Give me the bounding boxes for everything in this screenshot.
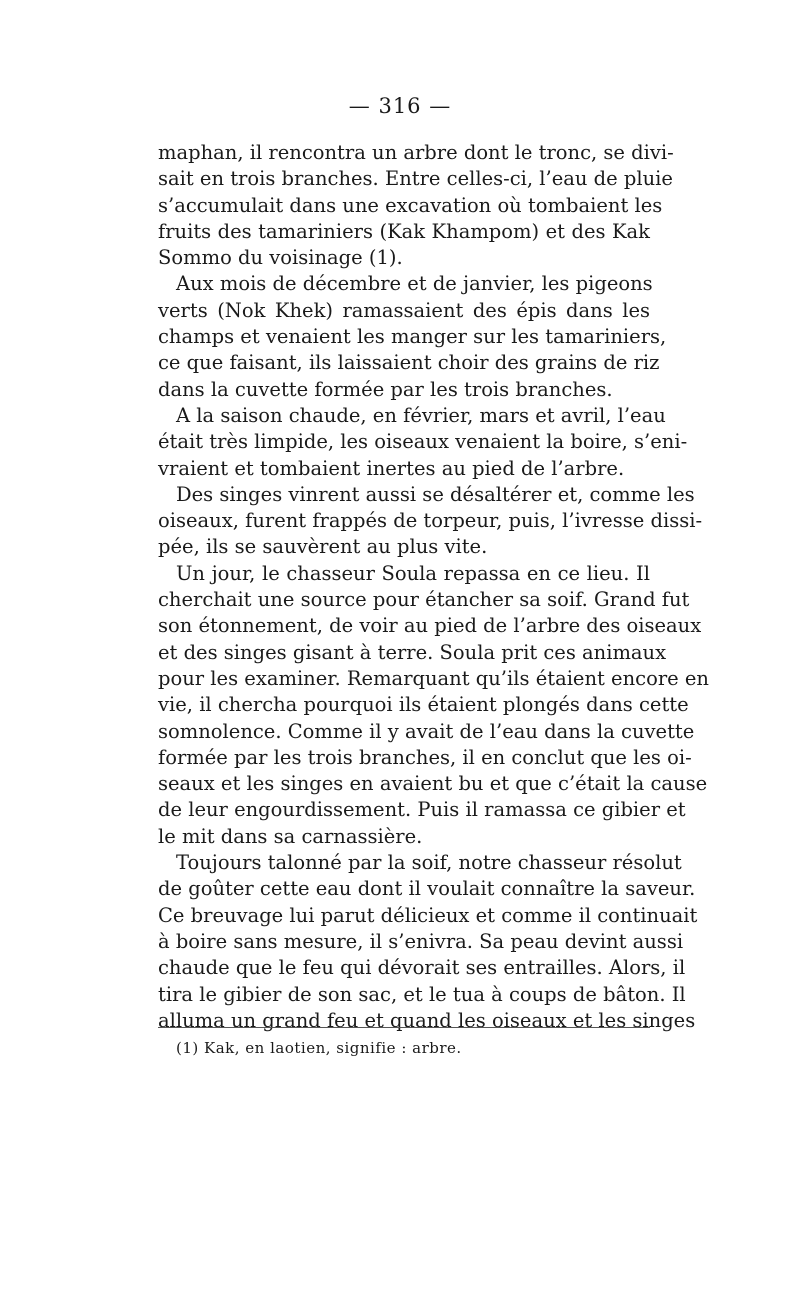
text-line: son étonnement, de voir au pied de l’arbre des oiseaux bbox=[158, 614, 702, 638]
text-line: le mit dans sa carnassière. bbox=[158, 824, 423, 848]
text-line: dans la cuvette formée par les trois branches. bbox=[158, 377, 613, 401]
text-line: champs et venaient les manger sur les tamariniers, bbox=[158, 325, 667, 349]
text-line: oiseaux, furent frappés de torpeur, puis, l’ivresse dissi- bbox=[158, 509, 703, 533]
text-line: sait en trois branches. Entre celles-ci, l’eau de pluie bbox=[158, 167, 673, 191]
text-line: cherchait une source pour étancher sa soif. Grand fut bbox=[158, 588, 690, 612]
text-line: de goûter cette eau dont il voulait connaître la saveur. bbox=[158, 877, 696, 901]
text-line: s’accumulait dans une excavation où tombaient les bbox=[158, 193, 663, 217]
text-line: vraient et tombaient inertes au pied de l’arbre. bbox=[158, 456, 625, 480]
text-line: pée, ils se sauvèrent au plus vite. bbox=[158, 535, 488, 559]
footnote-divider bbox=[158, 1027, 650, 1028]
text-line: verts (Nok Khek) ramassaient des épis dans les bbox=[158, 298, 650, 322]
text-line: de leur engourdissement. Puis il ramassa ce gibier et bbox=[158, 798, 686, 822]
text-line: Un jour, le chasseur Soula repassa en ce lieu. Il bbox=[176, 561, 650, 585]
text-line: maphan, il rencontra un arbre dont le tronc, se divi- bbox=[158, 141, 674, 164]
footnote: (1) Kak, en laotien, signifie : arbre. bbox=[176, 1039, 462, 1057]
text-line: était très limpide, les oiseaux venaient la boire, s’eni- bbox=[158, 430, 688, 454]
text-line: Des singes vinrent aussi se désaltérer et, comme les bbox=[176, 482, 695, 506]
text-line: chaude que le feu qui dévorait ses entrailles. Alors, il bbox=[158, 956, 686, 980]
text-line: A la saison chaude, en février, mars et avril, l’eau bbox=[176, 403, 666, 427]
text-line: pour les examiner. Remarquant qu’ils étaient encore en bbox=[158, 666, 709, 690]
text-line: ce que faisant, ils laissaient choir des grains de riz bbox=[158, 351, 660, 375]
text-line: fruits des tamariniers (Kak Khampom) et des Kak bbox=[158, 219, 650, 243]
text-line: et des singes gisant à terre. Soula prit ces animaux bbox=[158, 640, 667, 664]
text-line: Toujours talonné par la soif, notre chasseur résolut bbox=[176, 851, 682, 875]
text-line: Ce breuvage lui parut délicieux et comme il continuait bbox=[158, 903, 698, 927]
text-line: seaux et les singes en avaient bu et que c’était la cause bbox=[158, 772, 708, 796]
text-line: formée par les trois branches, il en conclut que les oi- bbox=[158, 745, 692, 769]
text-line: Sommo du voisinage (1). bbox=[158, 246, 403, 270]
text-line: alluma un grand feu et quand les oiseaux et les singes bbox=[158, 1008, 696, 1032]
text-line: Aux mois de décembre et de janvier, les pigeons bbox=[176, 272, 653, 296]
text-line: à boire sans mesure, il s’enivra. Sa peau devint aussi bbox=[158, 929, 684, 953]
text-line: vie, il chercha pourquoi ils étaient plongés dans cette bbox=[158, 693, 689, 717]
text-line: somnolence. Comme il y avait de l’eau dans la cuvette bbox=[158, 719, 695, 743]
body-text bbox=[158, 140, 709, 1034]
page-number: — 316 — bbox=[348, 94, 452, 118]
text-line: tira le gibier de son sac, et le tua à coups de bâton. Il bbox=[158, 982, 686, 1006]
